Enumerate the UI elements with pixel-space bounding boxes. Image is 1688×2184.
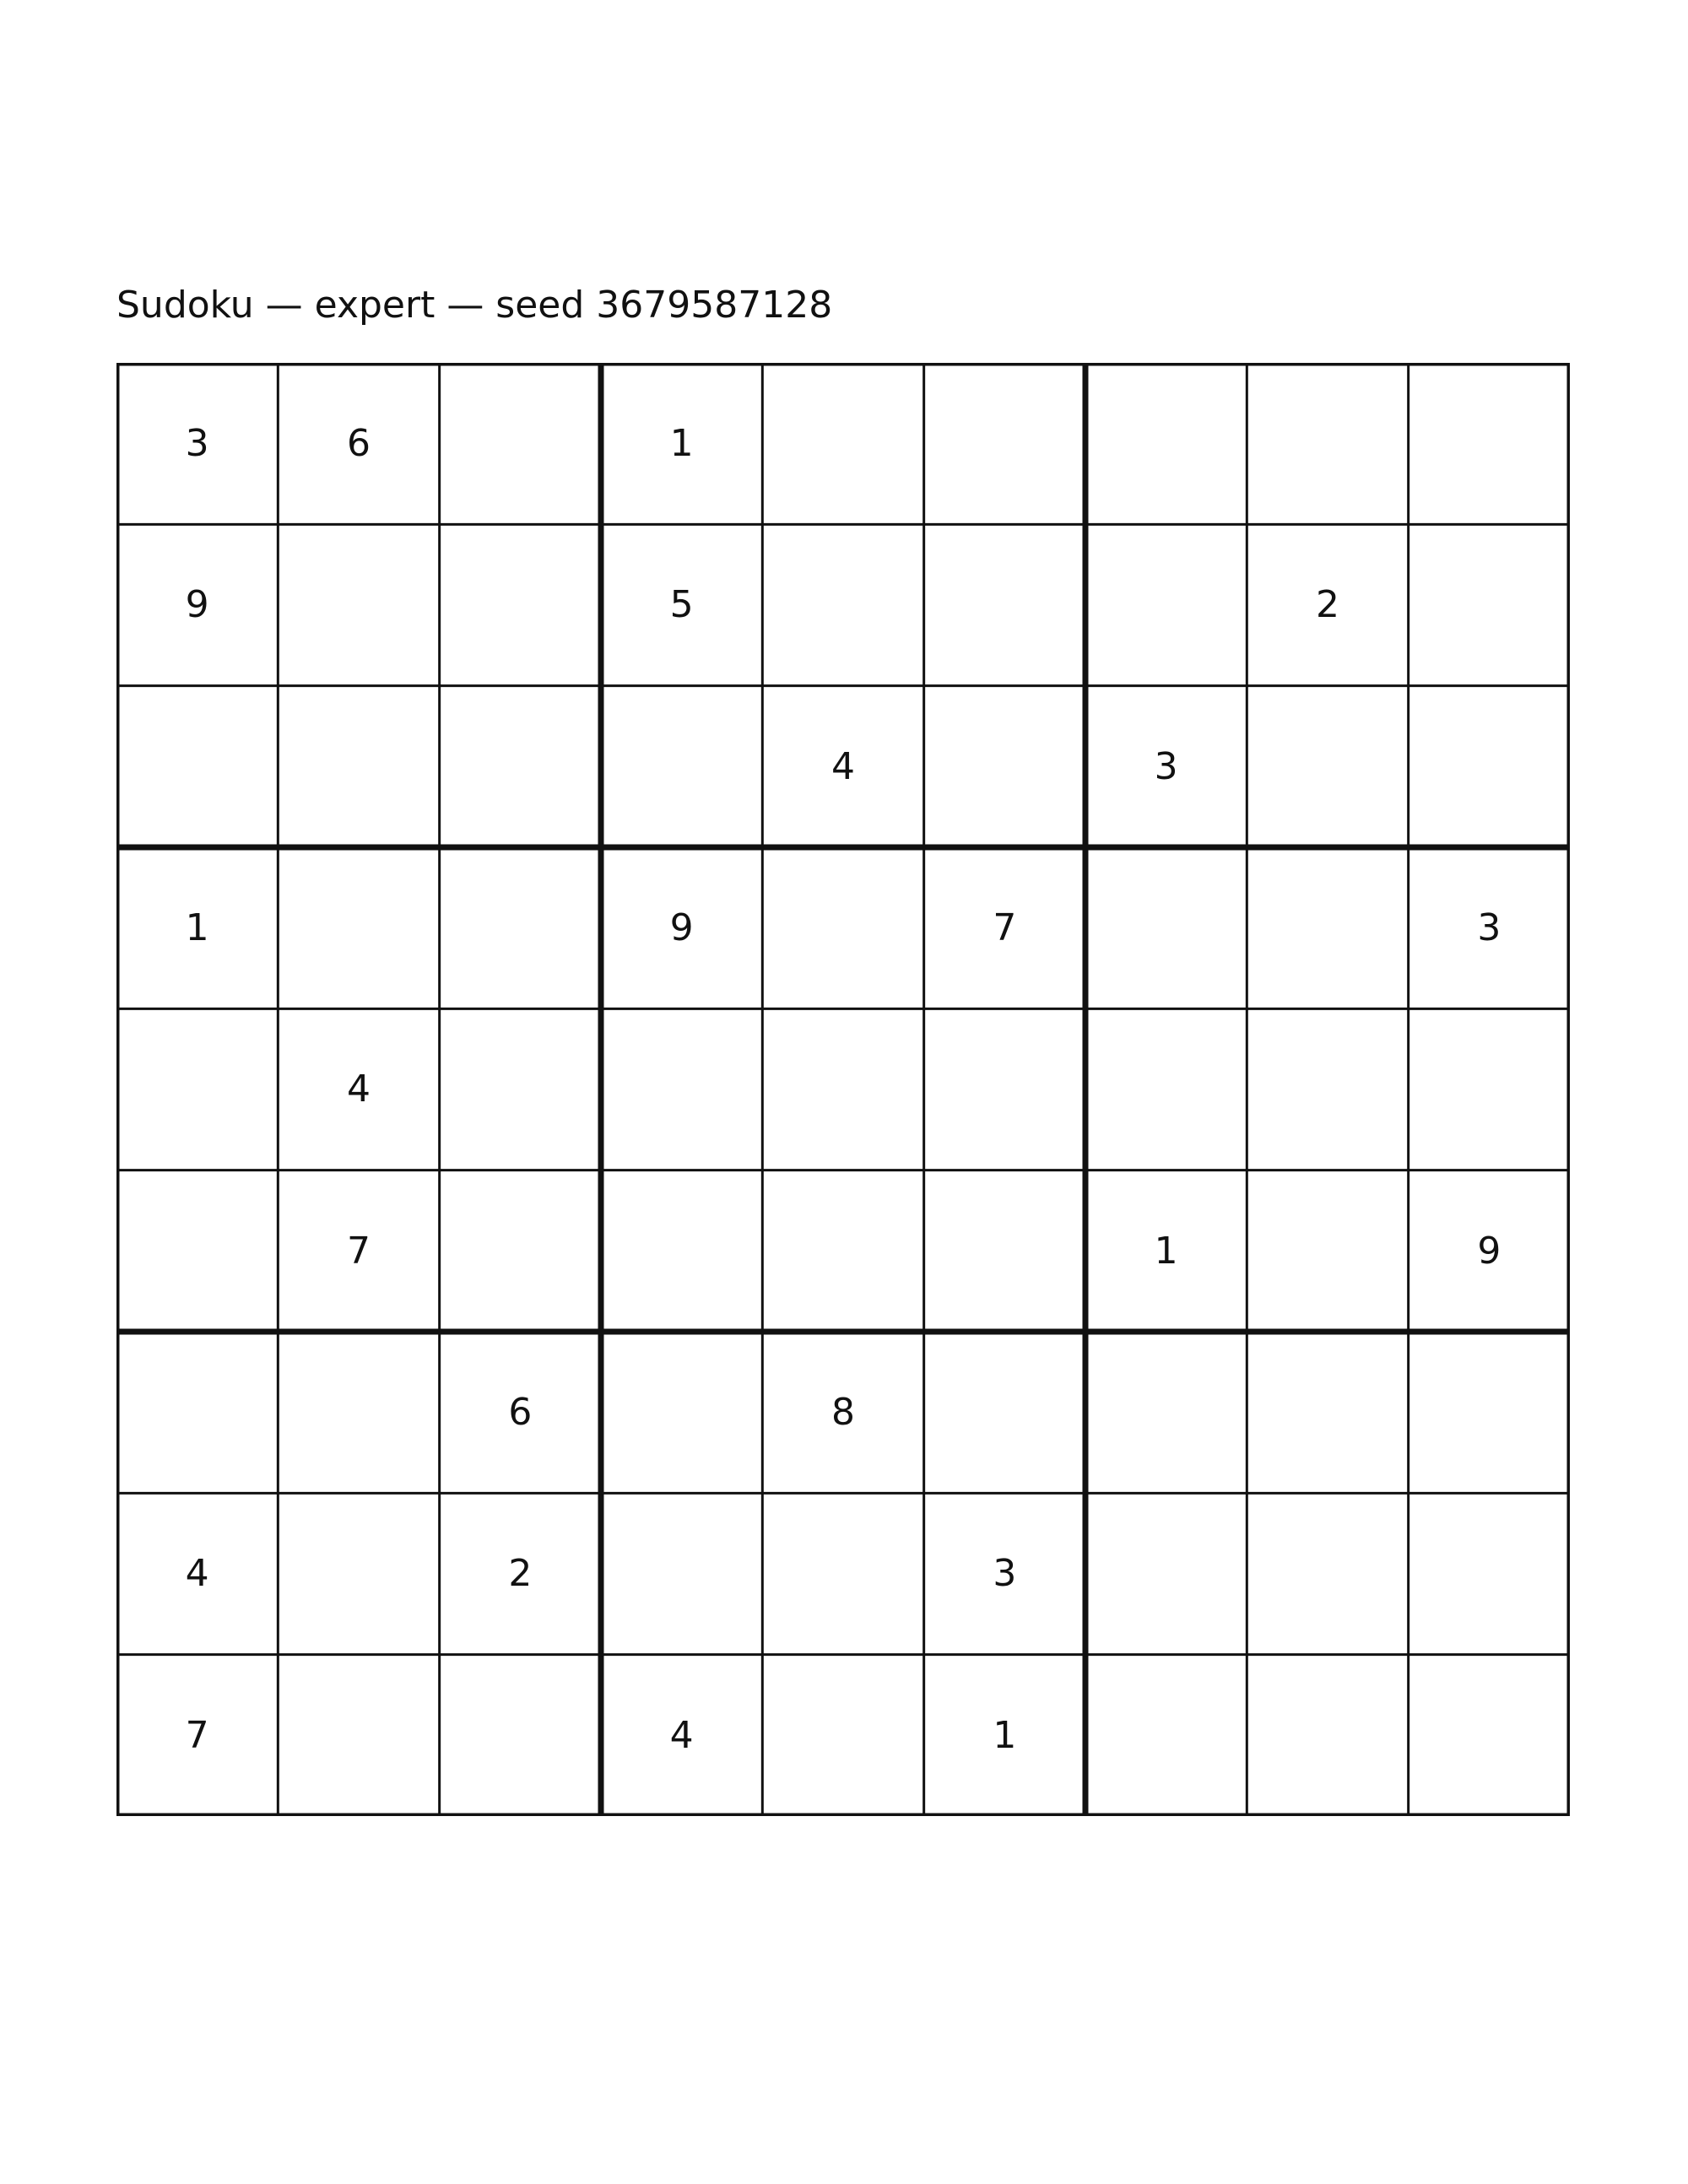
sudoku-cell-r9c7[interactable] <box>1085 1655 1247 1816</box>
sudoku-cell-r9c6[interactable]: 1 <box>993 1713 1017 1757</box>
sudoku-cell-r2c2[interactable] <box>278 524 439 685</box>
sudoku-cell-r2c6[interactable] <box>924 524 1085 685</box>
sudoku-cell-r9c1[interactable]: 7 <box>185 1713 209 1757</box>
sudoku-cell-r9c5[interactable] <box>762 1655 923 1816</box>
sudoku-cell-r4c6[interactable]: 7 <box>993 906 1017 950</box>
sudoku-cell-r6c7[interactable]: 1 <box>1154 1229 1178 1273</box>
sudoku-cell-r6c6[interactable] <box>924 1170 1085 1332</box>
sudoku-cell-r7c1[interactable] <box>116 1332 278 1493</box>
sudoku-cell-r4c9[interactable]: 3 <box>1477 906 1501 950</box>
sudoku-cell-r1c4[interactable]: 1 <box>669 422 694 466</box>
sudoku-cell-r9c9[interactable] <box>1409 1655 1570 1816</box>
sudoku-cell-r7c4[interactable] <box>601 1332 762 1493</box>
sudoku-cell-r7c7[interactable] <box>1085 1332 1247 1493</box>
sudoku-cell-r1c2[interactable]: 6 <box>346 422 371 466</box>
sudoku-cell-r6c4[interactable] <box>601 1170 762 1332</box>
sudoku-cell-r5c3[interactable] <box>440 1008 601 1170</box>
sudoku-cell-r5c6[interactable] <box>924 1008 1085 1170</box>
sudoku-cell-r8c6[interactable]: 3 <box>993 1552 1017 1596</box>
sudoku-cell-r3c4[interactable] <box>601 686 762 847</box>
sudoku-cell-r4c8[interactable] <box>1247 847 1408 1008</box>
sudoku-cell-r6c5[interactable] <box>762 1170 923 1332</box>
sudoku-cell-r5c5[interactable] <box>762 1008 923 1170</box>
sudoku-cell-r7c2[interactable] <box>278 1332 439 1493</box>
sudoku-cell-r4c4[interactable]: 9 <box>669 906 694 950</box>
sudoku-cell-r8c5[interactable] <box>762 1493 923 1654</box>
sudoku-cell-r8c4[interactable] <box>601 1493 762 1654</box>
sudoku-cell-r8c1[interactable]: 4 <box>185 1552 209 1596</box>
sudoku-cell-r3c8[interactable] <box>1247 686 1408 847</box>
sudoku-cell-r9c4[interactable]: 4 <box>669 1713 694 1757</box>
sudoku-cell-r2c9[interactable] <box>1409 524 1570 685</box>
sudoku-cell-r9c2[interactable] <box>278 1655 439 1816</box>
sudoku-cell-r5c2[interactable]: 4 <box>346 1068 371 1111</box>
sudoku-cell-r2c4[interactable]: 5 <box>669 583 694 627</box>
sudoku-cell-r3c2[interactable] <box>278 686 439 847</box>
sudoku-cells <box>116 363 1570 1816</box>
sudoku-cell-r1c8[interactable] <box>1247 363 1408 524</box>
sudoku-cell-r5c8[interactable] <box>1247 1008 1408 1170</box>
sudoku-cell-r8c3[interactable]: 2 <box>508 1552 533 1596</box>
sudoku-cell-r2c3[interactable] <box>440 524 601 685</box>
sudoku-cell-r5c9[interactable] <box>1409 1008 1570 1170</box>
sudoku-cell-r3c1[interactable] <box>116 686 278 847</box>
sudoku-cell-r1c7[interactable] <box>1085 363 1247 524</box>
sudoku-cell-r4c2[interactable] <box>278 847 439 1008</box>
sudoku-cell-r5c4[interactable] <box>601 1008 762 1170</box>
sudoku-cell-r3c9[interactable] <box>1409 686 1570 847</box>
sudoku-cell-r8c2[interactable] <box>278 1493 439 1654</box>
sudoku-cell-r1c1[interactable]: 3 <box>185 422 209 466</box>
sudoku-cell-r5c7[interactable] <box>1085 1008 1247 1170</box>
sudoku-cell-r4c5[interactable] <box>762 847 923 1008</box>
sudoku-cell-r6c8[interactable] <box>1247 1170 1408 1332</box>
sudoku-cell-r7c3[interactable]: 6 <box>508 1391 533 1435</box>
sudoku-cell-r3c5[interactable]: 4 <box>830 744 855 788</box>
sudoku-cell-r1c6[interactable] <box>924 363 1085 524</box>
sudoku-cell-r5c1[interactable] <box>116 1008 278 1170</box>
page-title: Sudoku — expert — seed 3679587128 <box>116 284 833 327</box>
sudoku-cell-r7c8[interactable] <box>1247 1332 1408 1493</box>
sudoku-cell-r2c8[interactable]: 2 <box>1315 583 1339 627</box>
sudoku-cell-r3c3[interactable] <box>440 686 601 847</box>
sudoku-cell-r2c1[interactable]: 9 <box>185 583 209 627</box>
sudoku-cell-r6c9[interactable]: 9 <box>1477 1229 1501 1273</box>
sudoku-cell-r4c3[interactable] <box>440 847 601 1008</box>
sudoku-cell-r7c9[interactable] <box>1409 1332 1570 1493</box>
sudoku-cell-r4c7[interactable] <box>1085 847 1247 1008</box>
sudoku-cell-r1c9[interactable] <box>1409 363 1570 524</box>
sudoku-cell-r8c8[interactable] <box>1247 1493 1408 1654</box>
sudoku-cell-r8c7[interactable] <box>1085 1493 1247 1654</box>
sudoku-cell-r2c7[interactable] <box>1085 524 1247 685</box>
sudoku-cell-r9c3[interactable] <box>440 1655 601 1816</box>
sudoku-cell-r1c3[interactable] <box>440 363 601 524</box>
sudoku-cell-r7c6[interactable] <box>924 1332 1085 1493</box>
sudoku-cell-r2c5[interactable] <box>762 524 923 685</box>
sudoku-cell-r3c7[interactable]: 3 <box>1154 744 1178 788</box>
sudoku-cell-r1c5[interactable] <box>762 363 923 524</box>
sudoku-cell-r6c1[interactable] <box>116 1170 278 1332</box>
sudoku-board <box>116 363 1570 1816</box>
sudoku-cell-r9c8[interactable] <box>1247 1655 1408 1816</box>
sudoku-cell-r6c2[interactable]: 7 <box>346 1229 371 1273</box>
sudoku-cell-r4c1[interactable]: 1 <box>185 906 209 950</box>
sudoku-cell-r7c5[interactable]: 8 <box>830 1391 855 1435</box>
sudoku-cell-r8c9[interactable] <box>1409 1493 1570 1654</box>
sudoku-cell-r6c3[interactable] <box>440 1170 601 1332</box>
sudoku-cell-r3c6[interactable] <box>924 686 1085 847</box>
